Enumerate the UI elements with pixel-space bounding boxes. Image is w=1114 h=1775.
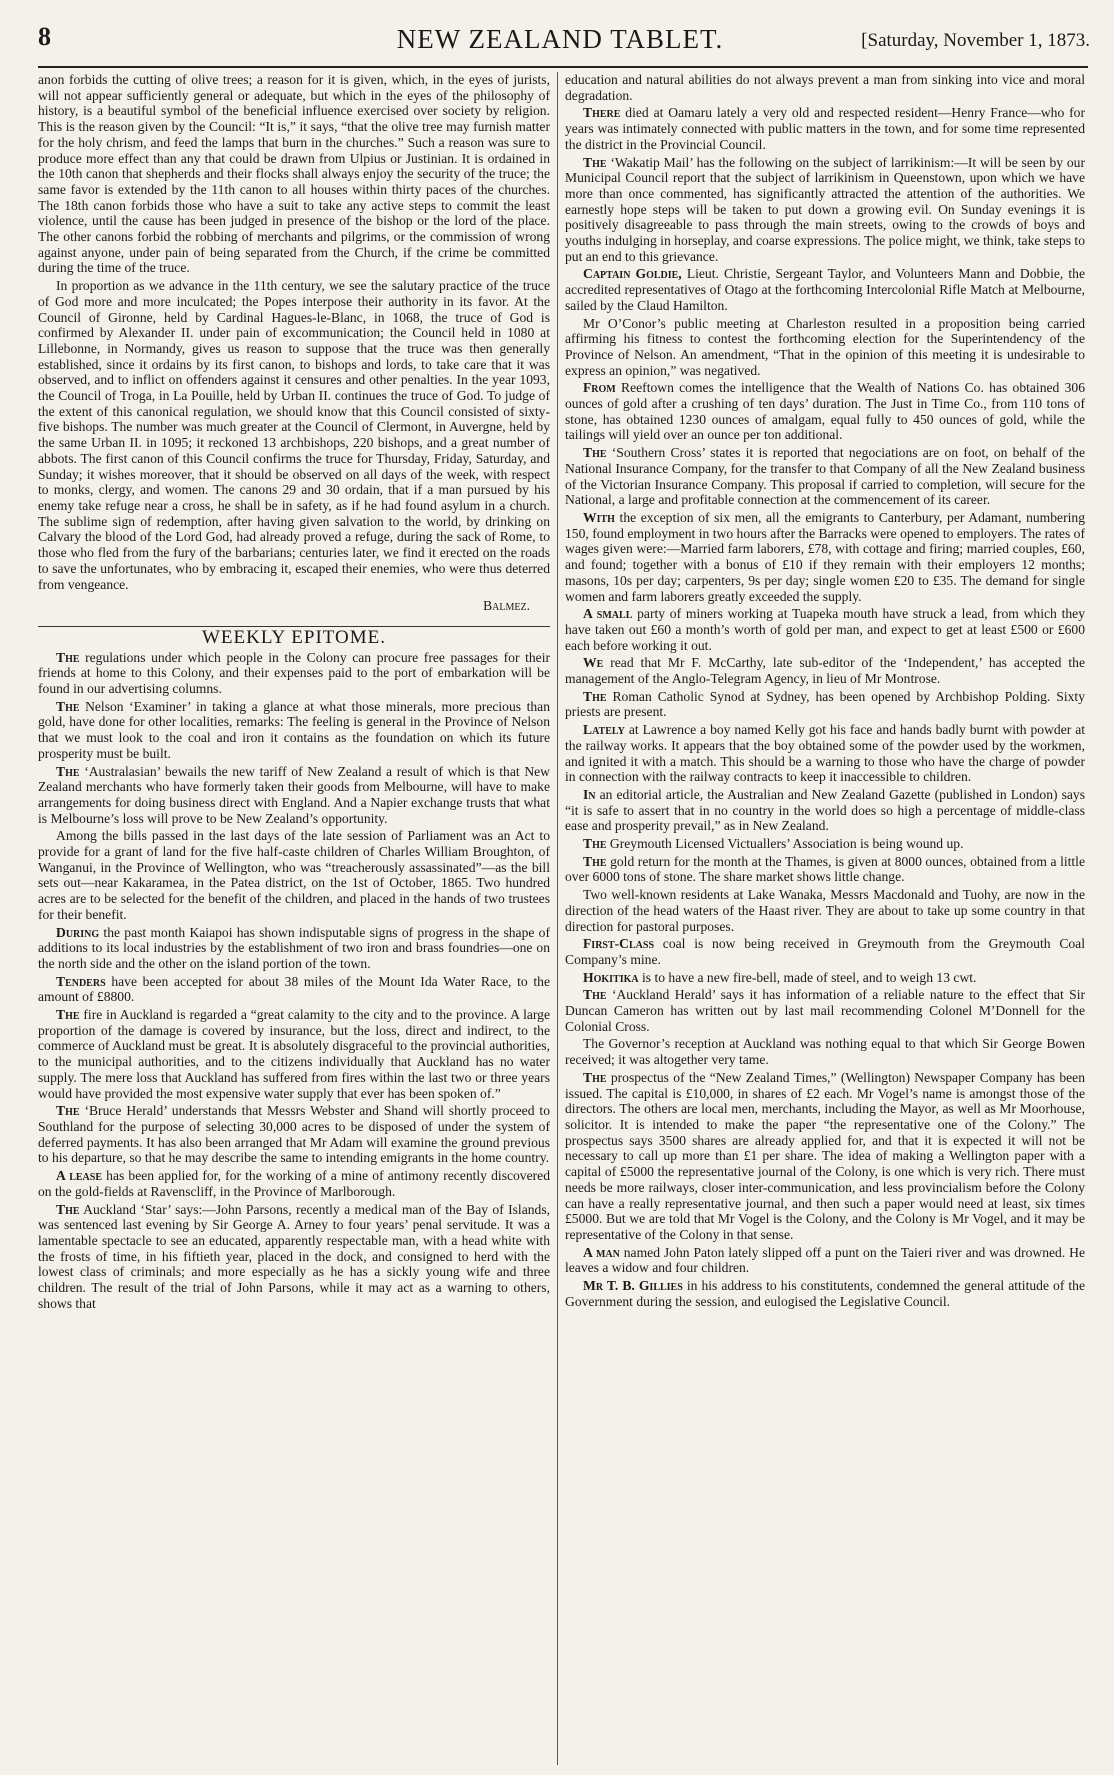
item-text: party of miners working at Tuapeka mouth have struck a lead, from which they have taken out £60 a month’s worth of gold per man, and expect to get at least £500 or £600 each before working it out. bbox=[565, 606, 1085, 653]
item-lead: First-Class bbox=[583, 936, 655, 952]
right-column bbox=[565, 72, 1085, 1767]
item-text: ‘Wakatip Mail’ has the following on the subject of larrikinism:—It will be seen by our Municipal Council report that the subject of larrikinism in Queenstown, upon which we have more than once commented, has significantly attracted the attention of the authorities. We earnestly hope steps will be taken to put down a growing evil. On Sunday evenings it is positively disagreeable to pass through the main streets, owing to the crowds of boys and youths indulging in horseplay, and coarse expressions. The police might, we think, take steps to put an end to this grievance. bbox=[565, 154, 1085, 264]
epitome-item bbox=[565, 655, 1085, 686]
item-text: coal is now being received in Greymouth from the Greymouth Coal Company’s mine. bbox=[565, 936, 1085, 967]
epitome-item bbox=[565, 787, 1085, 834]
epitome-item bbox=[565, 1278, 1085, 1309]
epitome-item bbox=[38, 1168, 550, 1199]
item-text: fire in Auckland is regarded a “great calamity to the city and to the province. A large proportion of the damage is covered by insurance, but the loss, direct and indirect, to the commerce of Auckland must be great. It is absolutely disgraceful to the provincial authorities, to the municipal authorities, and to the citizens individually that Auckland has no water supply. The mere loss that Auckland has suffered from fires within the last two or three years would have provided the most expensive water supply that ever has been spoken of.” bbox=[38, 1007, 550, 1101]
left-column bbox=[38, 72, 550, 1767]
masthead bbox=[30, 22, 1090, 62]
epitome-item bbox=[565, 155, 1085, 265]
item-text: the exception of six men, all the emigrants to Canterbury, per Adamant, numbering 150, found employment in two hours after the Barracks were opened to employers. The rates of wages given were:—Married farm laborers, £78, with cottage and firing; married couples, £60, and found; together with a bonus of £10 if they remain with their employers 12 months; masons, 10s per day; carpenters, 9s per day; single women £20 to £35. The demand for single women and farm laborers greatly exceeded the supply. bbox=[565, 509, 1085, 604]
epitome-item bbox=[565, 854, 1085, 885]
newspaper-title: NEW ZEALAND TABLET. bbox=[396, 24, 724, 54]
epitome-item bbox=[565, 1070, 1085, 1243]
item-lead: Captain Goldie, bbox=[583, 266, 682, 282]
item-lead: From bbox=[583, 380, 616, 396]
item-text: named John Paton lately slipped off a punt on the Taieri river and was drowned. He leaves a widow and four children. bbox=[565, 1244, 1085, 1276]
item-lead: The bbox=[56, 763, 80, 779]
item-text: the past month Kaiapoi has shown indisputable signs of progress in the shape of additions to its local industries by the establishment of two iron and brass foundries—one on the north side and the other on the island portion of the town. bbox=[38, 924, 550, 971]
item-lead: The bbox=[583, 154, 607, 170]
item-text: Greymouth Licensed Victuallers’ Association is being wound up. bbox=[609, 836, 964, 852]
item-lead: The bbox=[56, 698, 80, 714]
item-text: Reeftown comes the intelligence that the Wealth of Nations Co. has obtained 306 ounces of gold after a crushing of ten days’ duration. The Just in Time Co., from 110 tons of stone, has obtained 1230 ounces of amalgam, equal fully to 450 ounces of gold, while the tailings will yield over an ounce per ton additional. bbox=[565, 380, 1085, 443]
item-text: prospectus of the “New Zealand Times,” (Wellington) Newspaper Company has been issued. The capital is £10,000, in shares of £2 each. Mr Vogel’s name is amongst those of the directors. The others are local men, merchants, including the Mayor, as well as Mr Moorhouse, solicitor. It is intended to make the paper “the representative one of the Colony.” The prospectus says 3500 shares are already applied for, and that it is expected it will not be necessary to call up more than £1 per share. The idea of making a Wellington paper with a capital of £5000 the representative journal of the Colony, is one which is very rich. There must needs be more railways, closer inter-communication, and less provincialism before the Colony can have a really representative journal, and then such a paper would need at least, six times £5000. But we are told that Mr Vogel is the Colony, and the Colony is Mr Vogel, and it may be representative of the Colony in that sense. bbox=[565, 1069, 1085, 1242]
item-lead: There bbox=[583, 105, 621, 121]
item-lead: The bbox=[56, 1201, 80, 1217]
epitome-item bbox=[38, 1202, 550, 1312]
item-lead: The bbox=[56, 649, 80, 665]
item-text: read that Mr F. McCarthy, late sub-editor of the ‘Independent,’ has accepted the management of the Anglo-Telegram Agency, in lieu of Mr Montrose. bbox=[565, 655, 1085, 687]
epitome-item bbox=[565, 970, 1085, 986]
epitome-item bbox=[565, 510, 1085, 604]
epitome-item bbox=[565, 987, 1085, 1034]
issue-date: [Saturday, November 1, 1873. bbox=[861, 30, 1090, 51]
item-lead: Hokitika bbox=[583, 969, 639, 985]
item-lead: Lately bbox=[583, 722, 625, 738]
item-lead: A man bbox=[583, 1244, 620, 1260]
item-text: gold return for the month at the Thames, is given at 8000 ounces, obtained from a little over 6000 tons of stone. The share market shows little change. bbox=[565, 853, 1085, 885]
epitome-item: Mr O’Conor’s public meeting at Charleston resulted in a proposition being carried affirming his fitness to contest the forthcoming election for the Superintendency of the Province of Nelson. An amendment, “That in the opinion of this meeting it is undesirable to express an opinion,” was negatived. bbox=[565, 315, 1085, 378]
item-lead: The bbox=[583, 836, 607, 852]
item-lead: We bbox=[583, 655, 604, 671]
epitome-item bbox=[565, 606, 1085, 653]
item-text: an editorial article, the Australian and New Zealand Gazette (published in London) says “it is safe to assert that in no country in the world does so high a percentage of middle-class ease and prosperity prevail,” as in New Zealand. bbox=[565, 786, 1085, 834]
item-lead: The bbox=[583, 688, 607, 704]
item-lead: Mr T. B. Gillies bbox=[583, 1278, 683, 1294]
epitome-item bbox=[565, 266, 1085, 313]
epitome-item bbox=[565, 836, 1085, 852]
item-lead: The bbox=[583, 1069, 607, 1085]
page-number: 8 bbox=[38, 22, 51, 51]
article-paragraph: anon forbids the cutting of olive trees; a reason for it is given, which, in the eyes of jurists, will not appear sufficiently general or adequate, but which in the eyes of the philosophy of history, is a beautiful symbol of the beneficial influence exercised over society by religion. This is the reason given by the Council: “It is,” it says, “that the olive tree may furnish matter for the holy chrism, and feed the lamps that burn in the churches.” Such a reason was sure to produce more effect than any that could be drawn from Ulpius or Justinian. It is ordained in the 10th canon that shepherds and their flocks shall always enjoy the security of the truce; the same favor is extended by the 11th canon to all houses within thirty paces of the churches. The 18th canon forbids those who have a suit to take any active steps to commit the least violence, until the cause has been judged in presence of the bishop or the lord of the place. The other canons forbid the robbing of merchants and pilgrims, or the commission of wrong against anyone, under pain of being separated from the Church, if the crime be committed during the time of the truce. bbox=[38, 72, 550, 276]
item-lead: In bbox=[583, 786, 596, 802]
item-text: in his address to his constitutents, condemned the general attitude of the Government during the session, and eulogised the Legislative Council. bbox=[565, 1278, 1085, 1309]
epitome-item bbox=[565, 380, 1085, 443]
epitome-item: education and natural abilities do not always prevent a man from sinking into vice and moral degradation. bbox=[565, 72, 1085, 103]
item-lead: A small bbox=[583, 606, 633, 622]
item-text: regulations under which people in the Colony can procure free passages for their friends at home to this Colony, and their expenses paid to the port of embarkation will be found in our advertising columns. bbox=[38, 649, 550, 697]
epitome-item bbox=[38, 699, 550, 762]
epitome-item bbox=[38, 1007, 550, 1101]
item-text: Auckland ‘Star’ says:—John Parsons, recently a medical man of the Bay of Islands, was sentenced last evening by Sir George A. Arney to four years’ penal servitude. It was a lamentable spectacle to see an educated, apparently respectable man, with a head white with the frosts of time, in his fiftieth year, placed in the dock, and consigned to herd with the lowest class of criminals; and more especially as he has a sickly young wife and three children. The result of the trial of John Parsons, while it may act as a warning to others, shows that bbox=[38, 1201, 550, 1311]
item-text: Lieut. Christie, Sergeant Taylor, and Volunteers Mann and Dobbie, the accredited representatives of Otago at the forthcoming Intercolonial Rifle Match at Melbourne, sailed by the Claud Hamilton. bbox=[565, 266, 1085, 313]
item-text: Nelson ‘Examiner’ in taking a glance at what those minerals, more precious than gold, have done for other localities, remarks: The feeling is general in the Province of Nelson that we must look to the coal and iron it contains as the foundation on which its future prosperity must be built. bbox=[38, 698, 550, 761]
item-text: ‘Auckland Herald’ says it has information of a reliable nature to the effect that Sir Duncan Cameron has written out by last mail recommending Colonel M’Donnell for the Colonial Cross. bbox=[565, 987, 1085, 1034]
item-text: is to have a new fire-bell, made of steel, and to weigh 13 cwt. bbox=[642, 969, 977, 985]
article-paragraph: In proportion as we advance in the 11th century, we see the salutary practice of the truce of God more and more inculcated; the Popes interpose their authority in its favor. At the Council of Gironne, held by Cardinal Hagues-le-Blanc, in 1068, the truce of God is confirmed by Alexander II. under pain of excommunication; the Council held in 1080 at Lillebonne, in Normandy, gives us reason to suppose that the truce was then generally established, since it ordains by its first canon, to bishops and lords, to take care that it was observed, and to inflict on offenders against it censures and other penalties. In the year 1093, the Council of Troga, in La Pouille, held by Urban II. continues the truce of God. To judge of the extent of this canonical regulation, we should know that this Council consisted of sixty-five bishops. The number was much greater at the Council of Clermont, in Auvergne, held by the same Urban II. in 1095; it reckoned 13 archbishops, 220 bishops, and a great number of abbots. The first canon of this Council confirms the truce for Thursday, Friday, Saturday, and Sunday; it wishes moreover, that it should be observed on all days of the week, with respect to monks, clergy, and women. The canons 29 and 30 ordain, that if a man pursued by his enemy take refuge near a cross, he shall be in safety, as if he had found asylum in a church. The sublime sign of redemption, after having given salvation to the world, by drinking on Calvary the blood of the Lord God, had already proved a refuge, during the sack of Rome, to those who fled from the fury of the barbarians; centuries later, we find it erected on the roads to save the unfortunates, who by embracing it, escaped their enemies, who were thus deterred from vengeance. bbox=[38, 278, 550, 592]
epitome-item bbox=[565, 722, 1085, 785]
column-divider bbox=[557, 72, 558, 1765]
epitome-item bbox=[38, 925, 550, 972]
epitome-item bbox=[565, 936, 1085, 967]
masthead-rule bbox=[38, 66, 1088, 68]
epitome-item bbox=[38, 974, 550, 1005]
item-text: ‘Australasian’ bewails the new tariff of New Zealand a result of which is that New Zealand merchants who have formerly taken their goods from Melbourne, will have to make arrangements for doing business direct with England. And a Napier exchange trusts that what is Melbourne’s loss will prove to be New Zealand’s opportunity. bbox=[38, 763, 550, 826]
author-signature: Balmez. bbox=[483, 598, 530, 614]
item-text: have been accepted for about 38 miles of the Mount Ida Water Race, to the amount of £8800. bbox=[38, 973, 550, 1005]
epitome-item bbox=[38, 650, 550, 697]
item-lead: The bbox=[583, 445, 607, 461]
item-text: died at Oamaru lately a very old and respected resident—Henry France—who for years was intimately connected with public matters in the town, and for some time represented the district in the Provincial Council. bbox=[565, 105, 1085, 152]
item-lead: The bbox=[56, 1007, 80, 1023]
item-lead: During bbox=[56, 924, 100, 940]
epitome-item: Among the bills passed in the last days of the late session of Parliament was an Act to provide for a grant of land for the five half-caste children of Charles William Broughton, of Wanganui, in the Province of Wellington, who was “treacherously assassinated”—as the bill sets out—near Kakaramea, in the Patea district, on the 1st of October, 1865. Two hundred acres are to be selected for the benefit of the children, and placed in the hands of two trustees for their benefit. bbox=[38, 828, 550, 922]
item-text: at Lawrence a boy named Kelly got his face and hands badly burnt with powder at the railway works. It appears that the boy obtained some of the powder used by the workmen, and ignited it with a match. This should be a warning to those who have the charge of powder in connection with the railway contracts to keep it inaccessible to children. bbox=[565, 722, 1085, 785]
epitome-item bbox=[565, 1245, 1085, 1276]
item-lead: With bbox=[583, 509, 615, 525]
item-lead: The bbox=[583, 987, 607, 1003]
item-lead: The bbox=[56, 1103, 80, 1119]
item-text: Roman Catholic Synod at Sydney, has been opened by Archbishop Polding. Sixty priests are present. bbox=[565, 688, 1085, 720]
section-heading: WEEKLY EPITOME. bbox=[38, 626, 550, 646]
epitome-item bbox=[565, 105, 1085, 152]
epitome-item: Two well-known residents at Lake Wanaka, Messrs Macdonald and Tuohy, are now in the direction of the head waters of the Haast river. They are about to take up some country in that direction for pastoral purposes. bbox=[565, 887, 1085, 934]
item-text: has been applied for, for the working of a mine of antimony recently discovered on the gold-fields at Ravenscliff, in the Province of Marlborough. bbox=[38, 1168, 550, 1199]
epitome-item bbox=[565, 689, 1085, 720]
epitome-item bbox=[38, 764, 550, 827]
item-text: ‘Bruce Herald’ understands that Messrs Webster and Shand will shortly proceed to Southland for the purpose of selecting 30,000 acres to be disposed of under the system of deferred payments. It has also been arranged that Mr Adam will examine the ground previous to his departure, so that he may describe the same to intending emigrants in the home country. bbox=[38, 1103, 550, 1166]
item-lead: The bbox=[583, 853, 607, 869]
item-text: ‘Southern Cross’ states it is reported that negociations are on foot, on behalf of the National Insurance Company, for the transfer to that Company of all the New Zealand business of the Victorian Insurance Company. This proposal if carried to completion, will secure for the National, a large and profitable connection at the commencement of its career. bbox=[565, 445, 1085, 508]
item-lead: Tenders bbox=[56, 973, 106, 989]
item-lead: A lease bbox=[56, 1168, 102, 1184]
epitome-item bbox=[565, 445, 1085, 508]
epitome-item bbox=[38, 1103, 550, 1166]
epitome-item: The Governor’s reception at Auckland was nothing equal to that which Sir George Bowen received; it was altogether very tame. bbox=[565, 1036, 1085, 1068]
